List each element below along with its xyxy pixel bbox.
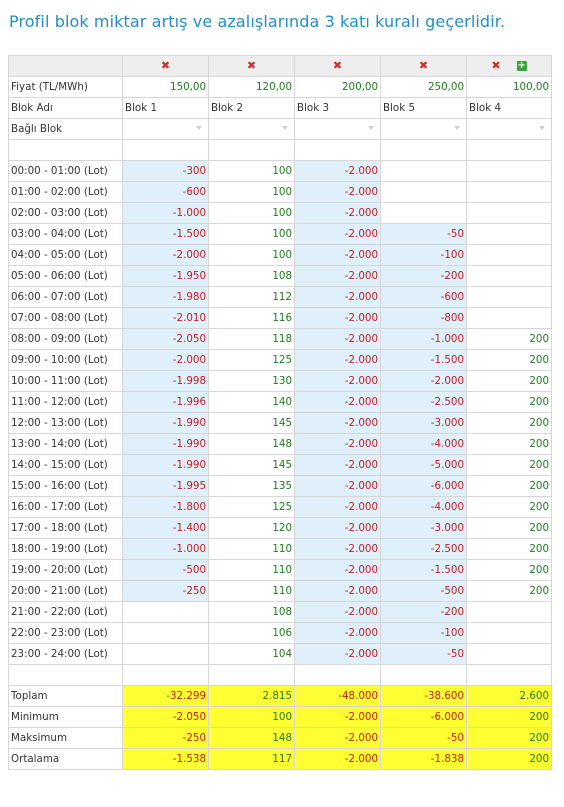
remove-icon[interactable]: ✖ xyxy=(160,59,171,72)
linked-block-row xyxy=(9,119,552,140)
summary-cell: 2.815 xyxy=(209,685,295,706)
chevron-down-icon xyxy=(282,126,288,130)
hour-label: 04:00 - 05:00 (Lot) xyxy=(9,244,123,265)
hour-label: 21:00 - 22:00 (Lot) xyxy=(9,601,123,622)
summary-cell: -1.838 xyxy=(381,748,467,769)
empty-cell xyxy=(123,664,209,685)
value-cell[interactable]: 100 xyxy=(209,223,295,244)
value-cell[interactable]: 200 xyxy=(467,475,552,496)
spacer-row xyxy=(9,140,552,161)
page-title: Profil blok miktar artış ve azalışlarında 3 katı kuralı geçerlidir. xyxy=(9,12,506,31)
remove-icon[interactable]: ✖ xyxy=(246,59,257,72)
value-cell[interactable]: -300 xyxy=(123,160,209,181)
value-cell[interactable]: -2.000 xyxy=(295,517,381,538)
block-name-row xyxy=(9,98,552,119)
value-cell[interactable]: 112 xyxy=(209,286,295,307)
value-cell[interactable]: -2.000 xyxy=(295,475,381,496)
hour-label: 03:00 - 04:00 (Lot) xyxy=(9,223,123,244)
value-cell[interactable] xyxy=(467,223,552,244)
value-cell[interactable] xyxy=(467,601,552,622)
table-row xyxy=(9,286,552,307)
spacer-row xyxy=(9,664,552,685)
summary-cell: -50 xyxy=(381,727,467,748)
summary-cell: -38.600 xyxy=(381,685,467,706)
value-cell[interactable]: 106 xyxy=(209,622,295,643)
value-cell[interactable]: -3.000 xyxy=(381,517,467,538)
value-cell[interactable]: -2.000 xyxy=(295,244,381,265)
value-cell[interactable]: -2.000 xyxy=(295,433,381,454)
hour-label: 07:00 - 08:00 (Lot) xyxy=(9,307,123,328)
value-cell[interactable] xyxy=(467,181,552,202)
value-cell[interactable] xyxy=(123,601,209,622)
value-cell[interactable]: -6.000 xyxy=(381,475,467,496)
value-cell[interactable]: 110 xyxy=(209,538,295,559)
value-cell[interactable]: -1.998 xyxy=(123,370,209,391)
table-row xyxy=(9,433,552,454)
price-cell[interactable]: 100,00 xyxy=(467,77,552,98)
table-row xyxy=(9,370,552,391)
summary-row xyxy=(9,706,552,727)
summary-cell: -250 xyxy=(123,727,209,748)
value-cell[interactable]: 140 xyxy=(209,391,295,412)
remove-icon[interactable]: ✖ xyxy=(491,59,501,72)
price-cell[interactable]: 250,00 xyxy=(381,77,467,98)
value-cell[interactable] xyxy=(123,643,209,664)
table-row xyxy=(9,496,552,517)
summary-cell: 200 xyxy=(467,706,552,727)
value-cell[interactable] xyxy=(467,286,552,307)
value-cell[interactable]: 135 xyxy=(209,475,295,496)
value-cell[interactable]: 118 xyxy=(209,328,295,349)
value-cell[interactable]: -2.000 xyxy=(295,601,381,622)
value-cell[interactable]: -2.000 xyxy=(123,349,209,370)
value-cell[interactable]: -2.000 xyxy=(295,181,381,202)
value-cell[interactable]: 125 xyxy=(209,496,295,517)
linked-block-select[interactable] xyxy=(209,119,295,140)
value-cell[interactable] xyxy=(381,181,467,202)
summary-cell: 100 xyxy=(209,706,295,727)
chevron-down-icon xyxy=(539,126,545,130)
empty-cell xyxy=(295,664,381,685)
value-cell[interactable] xyxy=(467,265,552,286)
block-actions-2 xyxy=(209,56,295,77)
table-row xyxy=(9,223,552,244)
hour-label: 12:00 - 13:00 (Lot) xyxy=(9,412,123,433)
value-cell[interactable]: -5.000 xyxy=(381,454,467,475)
chevron-down-icon xyxy=(454,126,460,130)
summary-row xyxy=(9,727,552,748)
value-cell[interactable]: -500 xyxy=(381,580,467,601)
remove-icon[interactable]: ✖ xyxy=(332,59,343,72)
summary-cell: -1.538 xyxy=(123,748,209,769)
empty-cell xyxy=(9,140,123,161)
value-cell[interactable]: -1.800 xyxy=(123,496,209,517)
value-cell[interactable]: -2.050 xyxy=(123,328,209,349)
value-cell[interactable]: -2.000 xyxy=(295,160,381,181)
summary-cell: -32.299 xyxy=(123,685,209,706)
value-cell[interactable]: -2.500 xyxy=(381,538,467,559)
value-cell[interactable]: -500 xyxy=(123,559,209,580)
hour-label: 10:00 - 11:00 (Lot) xyxy=(9,370,123,391)
value-cell[interactable]: -2.000 xyxy=(295,265,381,286)
table-row xyxy=(9,559,552,580)
value-cell[interactable]: 108 xyxy=(209,265,295,286)
value-cell[interactable]: -1.400 xyxy=(123,517,209,538)
summary-cell: 200 xyxy=(467,727,552,748)
hour-label: 06:00 - 07:00 (Lot) xyxy=(9,286,123,307)
table-row xyxy=(9,328,552,349)
block-name-cell[interactable]: Blok 4 xyxy=(467,98,552,119)
value-cell[interactable]: -250 xyxy=(123,580,209,601)
value-cell[interactable]: 125 xyxy=(209,349,295,370)
value-cell[interactable]: -1.000 xyxy=(123,538,209,559)
value-cell[interactable]: 110 xyxy=(209,580,295,601)
value-cell[interactable]: 200 xyxy=(467,580,552,601)
summary-label: Ortalama xyxy=(9,748,123,769)
value-cell[interactable]: -1.980 xyxy=(123,286,209,307)
summary-cell: -48.000 xyxy=(295,685,381,706)
linked-block-label: Bağlı Blok xyxy=(9,119,123,140)
value-cell[interactable]: -1.500 xyxy=(381,559,467,580)
summary-cell: 117 xyxy=(209,748,295,769)
value-cell[interactable]: -4.000 xyxy=(381,433,467,454)
hour-label: 22:00 - 23:00 (Lot) xyxy=(9,622,123,643)
value-cell[interactable]: -2.000 xyxy=(295,559,381,580)
hour-label: 18:00 - 19:00 (Lot) xyxy=(9,538,123,559)
empty-cell xyxy=(123,140,209,161)
value-cell[interactable]: -2.000 xyxy=(295,202,381,223)
summary-cell: -2.000 xyxy=(295,706,381,727)
add-icon[interactable]: + xyxy=(517,60,526,71)
block-actions-5 xyxy=(467,56,552,77)
value-cell[interactable]: -600 xyxy=(381,286,467,307)
value-cell[interactable]: -2.000 xyxy=(295,370,381,391)
hour-label: 20:00 - 21:00 (Lot) xyxy=(9,580,123,601)
value-cell[interactable]: 130 xyxy=(209,370,295,391)
hour-label: 11:00 - 12:00 (Lot) xyxy=(9,391,123,412)
value-cell[interactable]: 200 xyxy=(467,412,552,433)
value-cell[interactable]: -1.996 xyxy=(123,391,209,412)
table-row xyxy=(9,601,552,622)
value-cell[interactable]: -1.990 xyxy=(123,454,209,475)
value-cell[interactable]: 100 xyxy=(209,244,295,265)
value-cell[interactable]: -2.000 xyxy=(295,412,381,433)
value-cell[interactable]: -1.500 xyxy=(123,223,209,244)
empty-cell xyxy=(209,140,295,161)
price-cell[interactable]: 120,00 xyxy=(209,77,295,98)
value-cell[interactable]: -1.995 xyxy=(123,475,209,496)
value-cell[interactable]: 200 xyxy=(467,454,552,475)
hour-label: 23:00 - 24:00 (Lot) xyxy=(9,643,123,664)
summary-row xyxy=(9,685,552,706)
value-cell[interactable] xyxy=(467,244,552,265)
value-cell[interactable]: 110 xyxy=(209,559,295,580)
hour-label: 13:00 - 14:00 (Lot) xyxy=(9,433,123,454)
value-cell[interactable] xyxy=(467,643,552,664)
value-cell[interactable]: -2.000 xyxy=(381,370,467,391)
hour-label: 01:00 - 02:00 (Lot) xyxy=(9,181,123,202)
chevron-down-icon xyxy=(368,126,374,130)
profile-block-table xyxy=(8,55,552,770)
value-cell[interactable]: 120 xyxy=(209,517,295,538)
table-row xyxy=(9,391,552,412)
block-actions-3 xyxy=(295,56,381,77)
corner-cell xyxy=(9,56,123,77)
value-cell[interactable]: -2.500 xyxy=(381,391,467,412)
value-cell[interactable]: -50 xyxy=(381,223,467,244)
table-row xyxy=(9,517,552,538)
value-cell[interactable] xyxy=(467,202,552,223)
block-actions-4 xyxy=(381,56,467,77)
value-cell[interactable]: 100 xyxy=(209,181,295,202)
value-cell[interactable] xyxy=(467,307,552,328)
hour-label: 05:00 - 06:00 (Lot) xyxy=(9,265,123,286)
hour-label: 02:00 - 03:00 (Lot) xyxy=(9,202,123,223)
value-cell[interactable] xyxy=(123,622,209,643)
table-row xyxy=(9,643,552,664)
summary-row xyxy=(9,748,552,769)
block-name-cell[interactable]: Blok 2 xyxy=(209,98,295,119)
value-cell[interactable]: -2.000 xyxy=(295,622,381,643)
value-cell[interactable]: 145 xyxy=(209,454,295,475)
empty-cell xyxy=(209,664,295,685)
summary-cell: 200 xyxy=(467,748,552,769)
summary-label: Minimum xyxy=(9,706,123,727)
value-cell[interactable]: -200 xyxy=(381,601,467,622)
value-cell[interactable]: -1.990 xyxy=(123,433,209,454)
value-cell[interactable] xyxy=(467,160,552,181)
value-cell[interactable]: -2.000 xyxy=(295,643,381,664)
table-row xyxy=(9,349,552,370)
linked-block-select[interactable] xyxy=(295,119,381,140)
block-name-cell[interactable]: Blok 1 xyxy=(123,98,209,119)
value-cell[interactable]: -2.000 xyxy=(295,328,381,349)
value-cell[interactable]: 200 xyxy=(467,328,552,349)
value-cell[interactable]: 200 xyxy=(467,496,552,517)
table-row xyxy=(9,580,552,601)
summary-cell: 2.600 xyxy=(467,685,552,706)
value-cell[interactable]: 100 xyxy=(209,160,295,181)
table-row xyxy=(9,265,552,286)
value-cell[interactable]: 200 xyxy=(467,349,552,370)
value-cell[interactable]: -200 xyxy=(381,265,467,286)
hour-label: 08:00 - 09:00 (Lot) xyxy=(9,328,123,349)
table-row xyxy=(9,244,552,265)
value-cell[interactable]: 200 xyxy=(467,370,552,391)
linked-block-select[interactable] xyxy=(467,119,552,140)
empty-cell xyxy=(381,140,467,161)
summary-cell: -2.000 xyxy=(295,727,381,748)
value-cell[interactable]: -1.000 xyxy=(123,202,209,223)
value-cell[interactable]: 200 xyxy=(467,559,552,580)
table-row xyxy=(9,307,552,328)
block-actions-1 xyxy=(123,56,209,77)
table-row xyxy=(9,475,552,496)
block-name-label: Blok Adı xyxy=(9,98,123,119)
value-cell[interactable]: 200 xyxy=(467,517,552,538)
value-cell[interactable]: -100 xyxy=(381,622,467,643)
empty-cell xyxy=(9,664,123,685)
empty-cell xyxy=(381,664,467,685)
block-name-cell[interactable]: Blok 5 xyxy=(381,98,467,119)
value-cell[interactable]: -4.000 xyxy=(381,496,467,517)
value-cell[interactable]: -1.950 xyxy=(123,265,209,286)
value-cell[interactable]: -3.000 xyxy=(381,412,467,433)
value-cell[interactable]: 145 xyxy=(209,412,295,433)
table-row xyxy=(9,412,552,433)
value-cell[interactable]: -1.500 xyxy=(381,349,467,370)
summary-cell: -2.000 xyxy=(295,748,381,769)
linked-block-select[interactable] xyxy=(381,119,467,140)
value-cell[interactable]: -2.010 xyxy=(123,307,209,328)
empty-cell xyxy=(467,140,552,161)
value-cell[interactable]: -2.000 xyxy=(123,244,209,265)
value-cell[interactable] xyxy=(381,160,467,181)
value-cell[interactable] xyxy=(381,202,467,223)
value-cell[interactable]: -2.000 xyxy=(295,454,381,475)
table-row xyxy=(9,538,552,559)
remove-icon[interactable]: ✖ xyxy=(418,59,429,72)
table-row xyxy=(9,454,552,475)
hour-label: 19:00 - 20:00 (Lot) xyxy=(9,559,123,580)
value-cell[interactable]: 116 xyxy=(209,307,295,328)
value-cell[interactable]: -2.000 xyxy=(295,286,381,307)
hour-label: 14:00 - 15:00 (Lot) xyxy=(9,454,123,475)
value-cell[interactable]: 148 xyxy=(209,433,295,454)
value-cell[interactable]: -1.000 xyxy=(381,328,467,349)
value-cell[interactable]: -100 xyxy=(381,244,467,265)
value-cell[interactable]: -800 xyxy=(381,307,467,328)
summary-label: Toplam xyxy=(9,685,123,706)
value-cell[interactable]: 200 xyxy=(467,433,552,454)
table-row xyxy=(9,622,552,643)
table-row xyxy=(9,160,552,181)
block-name-cell[interactable]: Blok 3 xyxy=(295,98,381,119)
summary-label: Maksimum xyxy=(9,727,123,748)
hour-label: 17:00 - 18:00 (Lot) xyxy=(9,517,123,538)
value-cell[interactable]: -50 xyxy=(381,643,467,664)
summary-cell: -2.050 xyxy=(123,706,209,727)
value-cell[interactable]: -2.000 xyxy=(295,223,381,244)
price-row xyxy=(9,77,552,98)
value-cell[interactable]: 200 xyxy=(467,538,552,559)
linked-block-select[interactable] xyxy=(123,119,209,140)
hour-label: 00:00 - 01:00 (Lot) xyxy=(9,160,123,181)
value-cell[interactable]: 100 xyxy=(209,202,295,223)
value-cell[interactable]: -2.000 xyxy=(295,496,381,517)
value-cell[interactable]: 108 xyxy=(209,601,295,622)
value-cell[interactable]: -2.000 xyxy=(295,538,381,559)
value-cell[interactable]: -600 xyxy=(123,181,209,202)
value-cell[interactable]: -2.000 xyxy=(295,307,381,328)
table-row xyxy=(9,181,552,202)
empty-cell xyxy=(295,140,381,161)
price-label: Fiyat (TL/MWh) xyxy=(9,77,123,98)
table-row xyxy=(9,202,552,223)
price-cell[interactable]: 200,00 xyxy=(295,77,381,98)
summary-cell: -6.000 xyxy=(381,706,467,727)
value-cell[interactable]: 104 xyxy=(209,643,295,664)
value-cell[interactable] xyxy=(467,622,552,643)
empty-cell xyxy=(467,664,552,685)
chevron-down-icon xyxy=(196,126,202,130)
value-cell[interactable]: -2.000 xyxy=(295,349,381,370)
price-cell[interactable]: 150,00 xyxy=(123,77,209,98)
block-actions-row xyxy=(9,56,552,77)
value-cell[interactable]: 200 xyxy=(467,391,552,412)
hour-label: 09:00 - 10:00 (Lot) xyxy=(9,349,123,370)
value-cell[interactable]: -2.000 xyxy=(295,391,381,412)
summary-cell: 148 xyxy=(209,727,295,748)
hour-label: 15:00 - 16:00 (Lot) xyxy=(9,475,123,496)
hour-label: 16:00 - 17:00 (Lot) xyxy=(9,496,123,517)
value-cell[interactable]: -1.990 xyxy=(123,412,209,433)
value-cell[interactable]: -2.000 xyxy=(295,580,381,601)
